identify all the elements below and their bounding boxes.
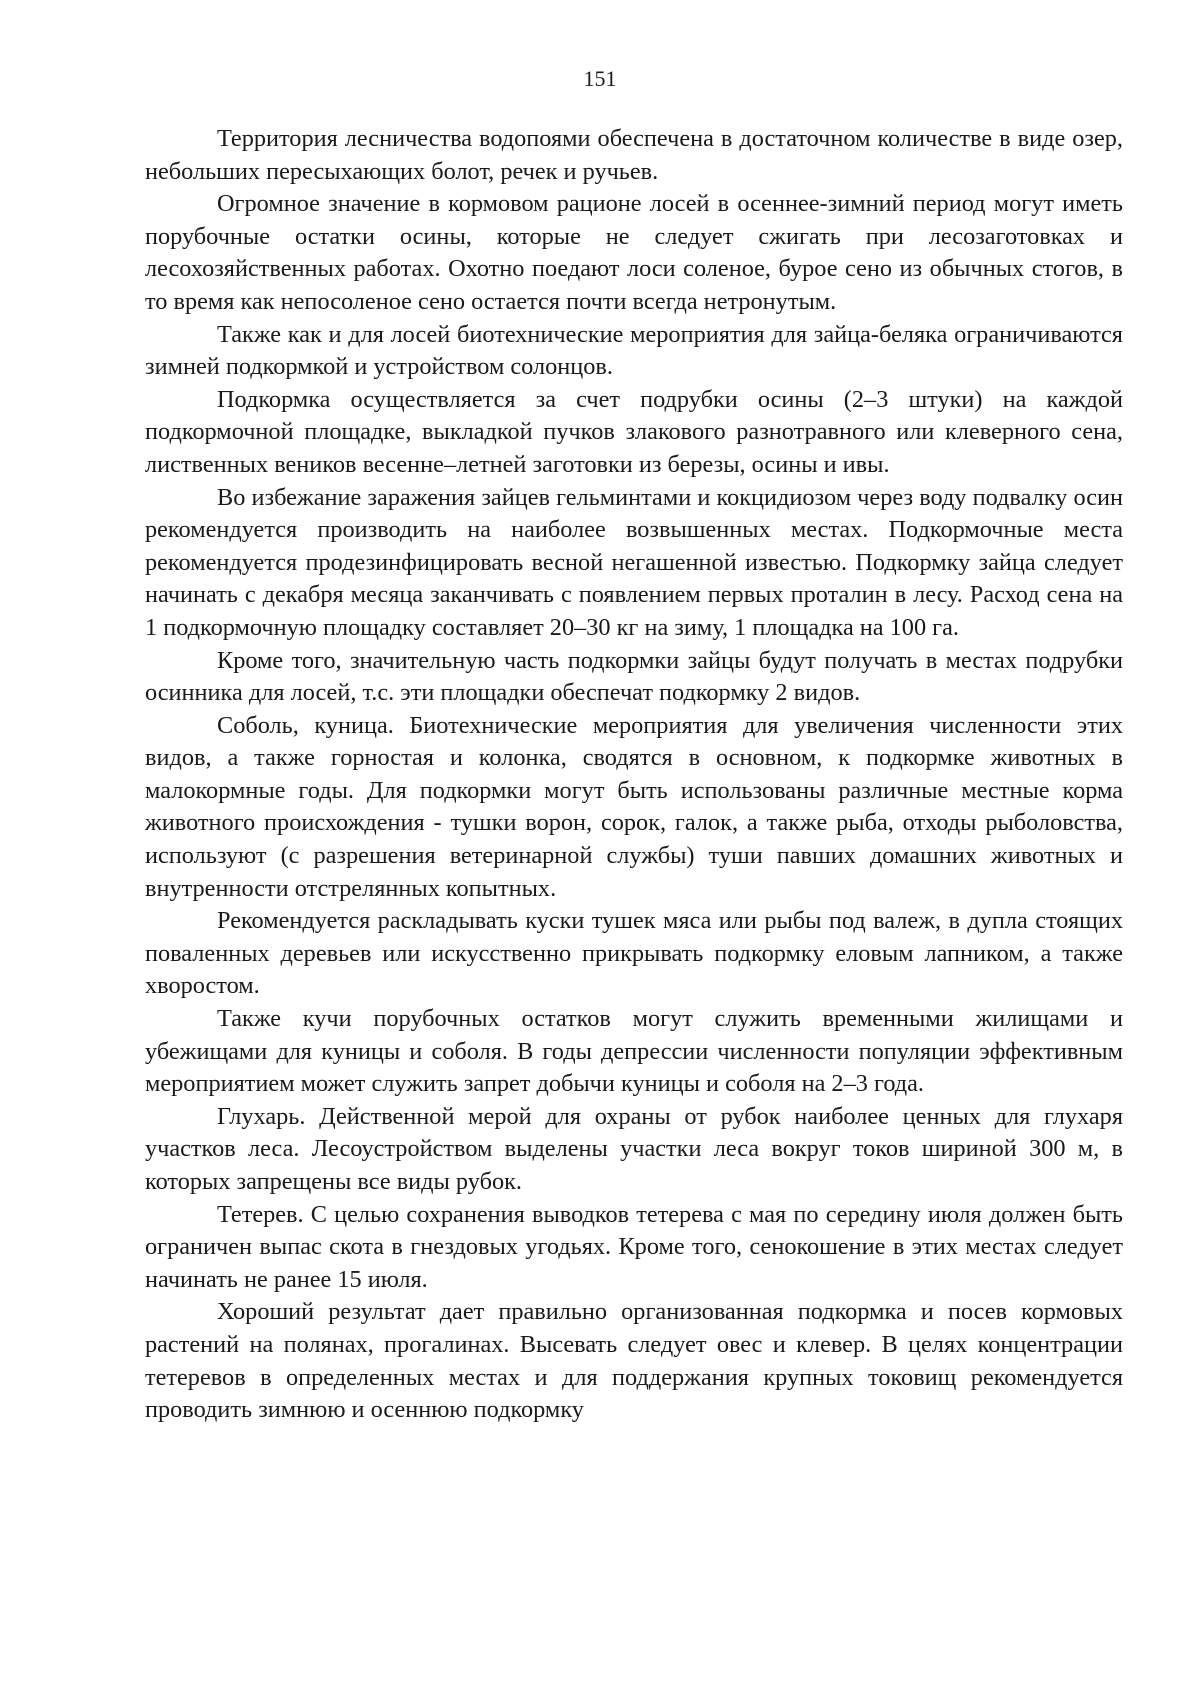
paragraph-hare-disease: Во избежание заражения зайцев гельминтами и кокцидиозом через воду подвалку осин рекомендуется производить на наиболее возвышенных местах. Подкормочные места рекомендуется продезинфицировать весной негашенной известью. Подкормку зайца следует начинать с декабря месяца заканчивать с появлением первых проталин в лесу. Расход сена на 1 подкормочную площадку составляет 20–30 кг на зиму, 1 площадка на 100 га. — [145, 483, 1123, 641]
paragraph-black-grouse: Тетерев. С целью сохранения выводков тетерева с мая по середину июля должен быть ограничен выпас скота в гнездовых угодьях. Кроме того, сенокошение в этих местах следует начинать не ранее 15 июля. — [145, 1200, 1123, 1293]
paragraph-hare-extra: Кроме того, значительную часть подкормки зайцы будут получать в местах подрубки осинника для лосей, т.с. эти площадки обеспечат подкормку 2 видов. — [145, 646, 1123, 707]
paragraph-hare-measures: Также как и для лосей биотехнические мероприятия для зайца-беляка ограничиваются зимней подкормкой и устройством солонцов. — [145, 320, 1123, 381]
paragraph-shelters: Также кучи порубочных остатков могут служить временными жилищами и убежищами для куницы и соболя. В годы депрессии численности популяции эффективным мероприятием может служить запрет добычи куницы и соболя на 2–3 года. — [145, 1005, 1123, 1098]
paragraph-water-sources: Территория лесничества водопоями обеспечена в достаточном количестве в виде озер, небольших пересыхающих болот, речек и ручьев. — [145, 125, 1123, 185]
page-number: 151 — [583, 66, 617, 91]
text-body — [145, 123, 1123, 1427]
paragraph-carcass-placement: Рекомендуется раскладывать куски тушек мяса или рыбы под валеж, в дупла стоящих поваленных деревьев или искусственно прикрывать подкормку еловым лапником, а также хворостом. — [145, 907, 1123, 1000]
paragraph-moose-feed: Огромное значение в кормовом рационе лосей в осеннее-зимний период могут иметь порубочные остатки осины, которые не следует сжигать при лесозаготовках и лесохозяйственных работах. Охотно поедают лоси соленое, бурое сено из обычных стогов, в то время как непосоленое сено остается почти всегда нетронутым. — [145, 190, 1123, 315]
paragraph-capercaillie: Глухарь. Действенной мерой для охраны от рубок наиболее ценных для глухаря участков леса. Лесоустройством выделены участки леса вокруг токов шириной 300 м, в которых запрещены все виды рубок. — [145, 1102, 1123, 1195]
paragraph-feeding-sowing: Хороший результат дает правильно организованная подкормка и посев кормовых растений на полянах, прогалинах. Высевать следует овес и клевер. В целях концентрации тетеревов в определенных местах и для поддержания крупных токовищ рекомендуется проводить зимнюю и осеннюю подкормку — [145, 1298, 1123, 1424]
paragraph-hare-feeding: Подкормка осуществляется за счет подрубки осины (2–3 штуки) на каждой подкормочной площадке, выкладкой пучков злакового разнотравного или клеверного сена, лиственных веников весенне–летней заготовки из березы, осины и ивы. — [145, 385, 1123, 478]
paragraph-sable-marten: Соболь, куница. Биотехнические мероприятия для увеличения численности этих видов, а также горностая и колонка, сводятся в основном, к подкормке животных в малокормные годы. Для подкормки могут быть использованы различные местные корма животного происхождения - тушки ворон, сорок, галок, а также рыба, отходы рыболовства, используют (с разрешения ветеринарной службы) туши павших домашних животных и внутренности отстрелянных копытных. — [145, 711, 1123, 902]
